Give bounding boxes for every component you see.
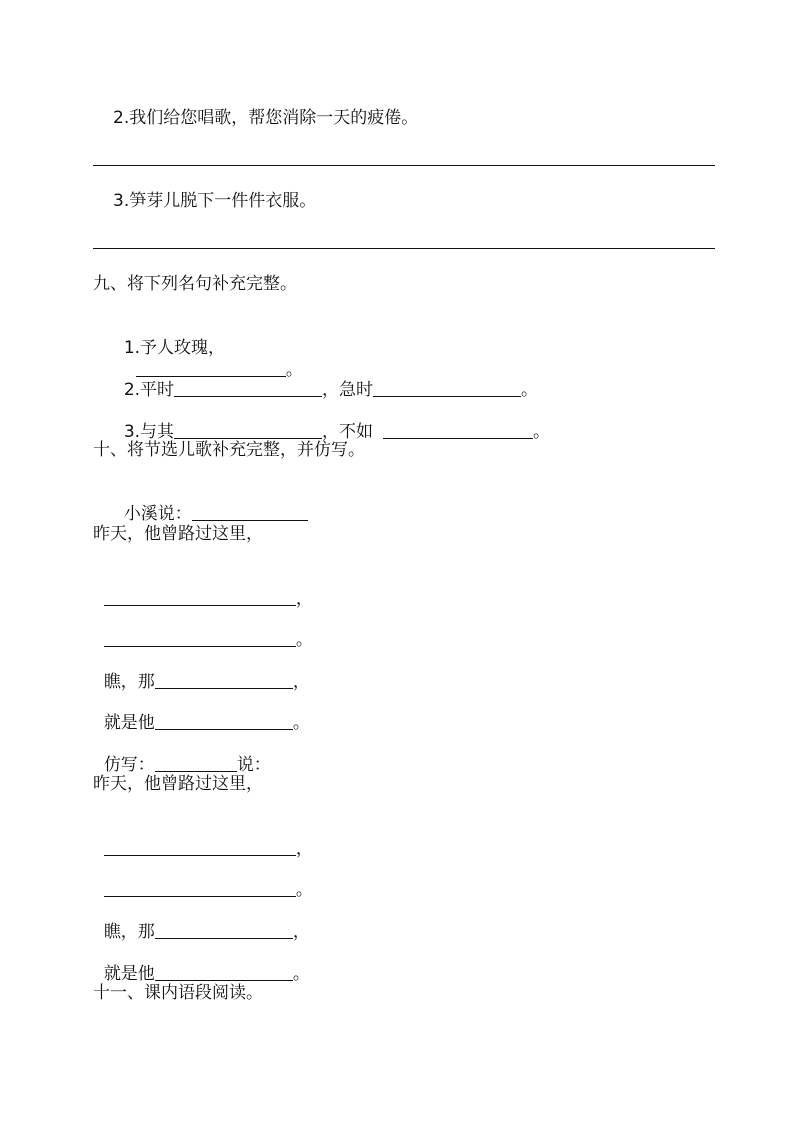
jiushi-label-1: 就是他 bbox=[103, 713, 155, 733]
quote-2-blank-2[interactable] bbox=[373, 380, 521, 397]
answer-line-3[interactable] bbox=[93, 248, 715, 249]
qiao-label-1: 瞧，那 bbox=[103, 672, 155, 692]
blank-line-4 bbox=[93, 857, 313, 901]
poem-comma-1: ， bbox=[295, 589, 313, 609]
poem-period-2: 。 bbox=[295, 880, 313, 900]
fangxie-label: 仿写： bbox=[103, 755, 155, 775]
quote-2-middle: ，急时 bbox=[322, 380, 374, 400]
section-9-title: 九、将下列名句补充完整。 bbox=[93, 274, 297, 294]
xiaoxi-blank[interactable] bbox=[192, 504, 308, 521]
rewrite-question-2: 2.我们给您唱歌，帮您消除一天的疲倦。 bbox=[113, 108, 419, 128]
jiushi-period-2: 。 bbox=[292, 964, 310, 984]
section-11-title: 十一、课内语段阅读。 bbox=[93, 983, 263, 1003]
xiaoxi-label: 小溪说： bbox=[123, 504, 192, 524]
blank-line-1 bbox=[93, 566, 313, 610]
qiao-line-2 bbox=[93, 899, 310, 943]
zuotian-line-2: 昨天，他曾路过这里， bbox=[93, 774, 263, 794]
quote-1-end: 。 bbox=[285, 360, 303, 380]
quote-question-2 bbox=[113, 357, 538, 401]
qiao-label-2: 瞧，那 bbox=[103, 922, 155, 942]
quote-2-end: 。 bbox=[521, 380, 539, 400]
poem-blank-3[interactable] bbox=[104, 839, 296, 856]
blank-line-2 bbox=[93, 607, 313, 651]
jiushi-blank-1[interactable] bbox=[155, 713, 293, 730]
quote-3-prefix: 3.与其 bbox=[123, 422, 175, 442]
qiao-blank-2[interactable] bbox=[155, 922, 293, 939]
qiao-line-1 bbox=[93, 649, 310, 693]
poem-blank-4[interactable] bbox=[104, 880, 296, 897]
quote-3-blank-2[interactable] bbox=[383, 422, 533, 439]
quote-2-blank-1[interactable] bbox=[174, 380, 322, 397]
quote-3-middle: ，不如 bbox=[322, 422, 374, 442]
section-10-title: 十、将节选儿歌补充完整，并仿写。 bbox=[93, 440, 365, 460]
jiushi-label-2: 就是他 bbox=[103, 964, 155, 984]
blank-line-3 bbox=[93, 816, 313, 860]
zuotian-line-1: 昨天，他曾路过这里， bbox=[93, 524, 263, 544]
jiushi-blank-2[interactable] bbox=[155, 964, 293, 981]
jiushi-period-1: 。 bbox=[292, 713, 310, 733]
fangxie-line bbox=[93, 732, 271, 776]
fangxie-shuo: 说： bbox=[236, 755, 271, 775]
answer-line-2[interactable] bbox=[93, 165, 715, 166]
quote-3-end: 。 bbox=[533, 422, 551, 442]
qiao-comma-1: ， bbox=[292, 672, 310, 692]
poem-blank-2[interactable] bbox=[104, 630, 296, 647]
poem-comma-2: ， bbox=[295, 839, 313, 859]
qiao-blank-1[interactable] bbox=[155, 672, 293, 689]
qiao-comma-2: ， bbox=[292, 922, 310, 942]
quote-2-prefix: 2.平时 bbox=[123, 380, 175, 400]
fangxie-blank[interactable] bbox=[155, 755, 237, 772]
xiaoxi-line bbox=[113, 481, 308, 525]
quote-3-blank-1[interactable] bbox=[174, 422, 322, 439]
quote-question-3 bbox=[113, 399, 550, 443]
jiushi-line-1 bbox=[93, 690, 310, 734]
poem-blank-1[interactable] bbox=[104, 589, 296, 606]
jiushi-line-2 bbox=[93, 941, 310, 985]
quote-1-prefix: 1.予人玫瑰， bbox=[123, 338, 226, 358]
rewrite-question-3: 3.笋芽儿脱下一件件衣服。 bbox=[113, 191, 317, 211]
poem-period-1: 。 bbox=[295, 630, 313, 650]
